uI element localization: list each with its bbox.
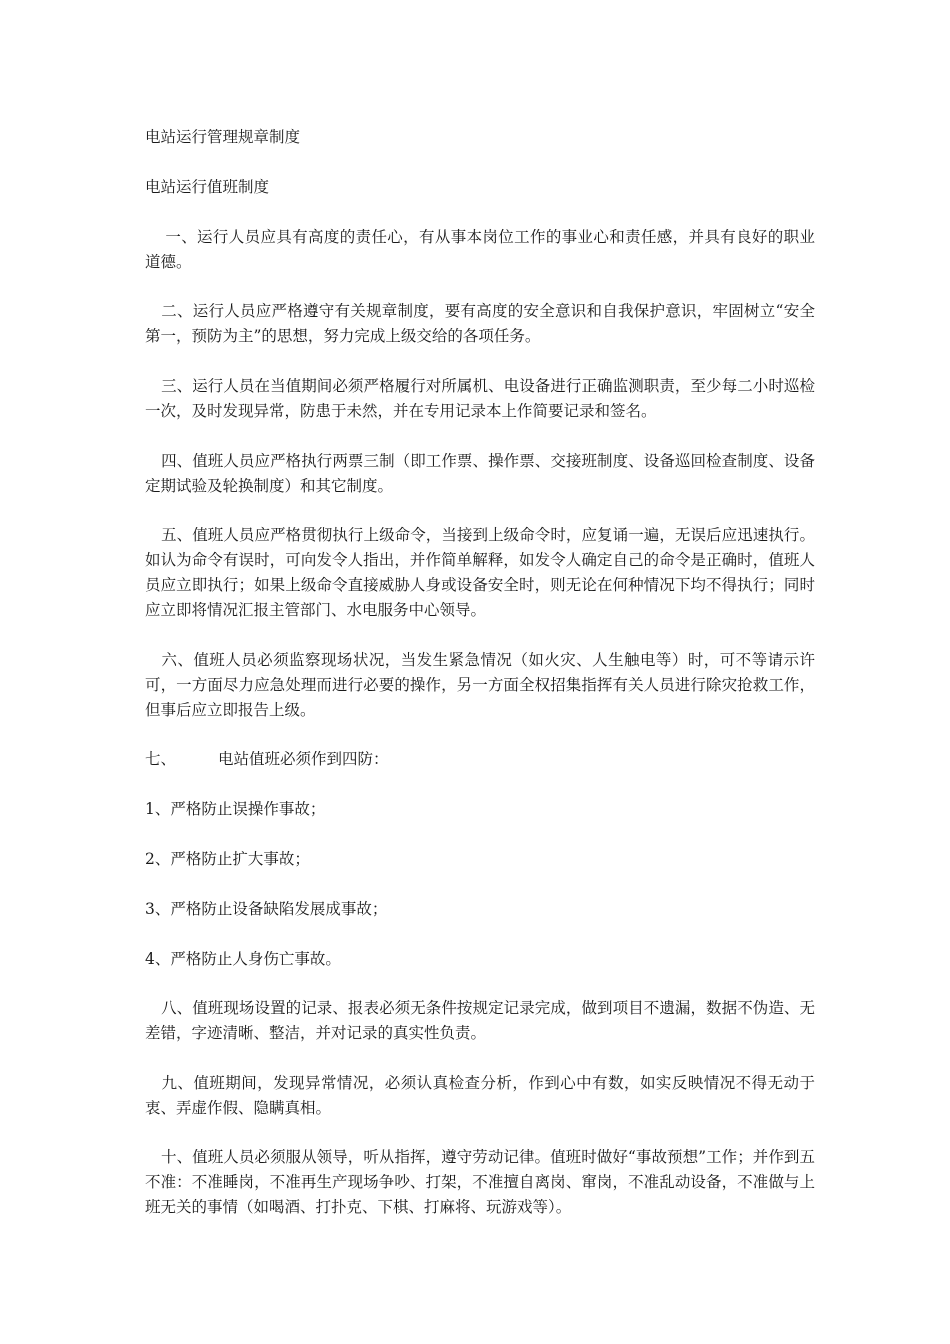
paragraph-6 (145, 648, 815, 723)
item-7-number: 七、 (145, 750, 177, 768)
list-item: 3、严格防止设备缺陷发展成事故； (145, 900, 388, 918)
list-item: 1、严格防止误操作事故； (145, 800, 326, 818)
document-subtitle: 电站运行值班制度 (145, 178, 270, 196)
item-7-text: 电站值班必须作到四防： (218, 750, 389, 768)
paragraph-10 (145, 1145, 815, 1220)
paragraph-4 (145, 449, 815, 499)
list-item: 2、严格防止扩大事故； (145, 850, 310, 868)
document-title: 电站运行管理规章制度 (145, 128, 301, 146)
paragraph-1 (145, 225, 815, 275)
paragraph-9 (145, 1071, 815, 1121)
paragraph-2-text: 二、运行人员应严格遵守有关规章制度，要有高度的安全意识和自我保护意识，牢固树立“安全第一，预防为主”的思想，努力完成上级交给的各项任务。 (145, 302, 815, 345)
paragraph-9-text: 九、值班期间，发现异常情况，必须认真检查分析，作到心中有数，如实反映情况不得无动于衷、弄虚作假、隐瞒真相。 (145, 1074, 815, 1117)
item-7 (145, 746, 815, 772)
paragraph-8-text: 八、值班现场设置的记录、报表必须无条件按规定记录完成，做到项目不遗漏，数据不伪造、无差错，字迹清晰、整洁，并对记录的真实性负责。 (145, 999, 815, 1042)
paragraph-2 (145, 299, 815, 349)
paragraph-4-text: 四、值班人员应严格执行两票三制（即工作票、操作票、交接班制度、设备巡回检查制度、设备定期试验及轮换制度）和其它制度。 (145, 452, 815, 495)
paragraph-3-text: 三、运行人员在当值期间必须严格履行对所属机、电设备进行正确监测职责，至少每二小时巡检一次，及时发现异常，防患于未然，并在专用记录本上作简要记录和签名。 (145, 377, 815, 420)
paragraph-3 (145, 374, 815, 424)
paragraph-10-text: 十、值班人员必须服从领导，听从指挥，遵守劳动记律。值班时做好“事故预想”工作；并作到五不准：不准睡岗，不准再生产现场争吵、打架，不准擅自离岗、窜岗，不准乱动设备，不准做与上班无关的事情（如喝酒、打扑克、下棋、打麻将、玩游戏等）。 (145, 1148, 815, 1216)
paragraph-5-text: 五、值班人员应严格贯彻执行上级命令，当接到上级命令时，应复诵一遍，无误后应迅速执行。如认为命令有误时，可向发令人指出，并作简单解释，如发令人确定自己的命令是正确时，值班人员应立即执行；如果上级命令直接威胁人身或设备安全时，则无论在何种情况下均不得执行；同时应立即将情况汇报主管部门、水电服务中心领导。 (145, 526, 815, 619)
paragraph-1-text: 一、运行人员应具有高度的责任心，有从事本岗位工作的事业心和责任感，并具有良好的职业道德。 (145, 228, 815, 271)
list-item: 4、严格防止人身伤亡事故。 (145, 950, 341, 968)
paragraph-5 (145, 523, 815, 623)
paragraph-8 (145, 996, 815, 1046)
paragraph-6-text: 六、值班人员必须监察现场状况，当发生紧急情况（如火灾、人生触电等）时，可不等请示许可，一方面尽力应急处理而进行必要的操作，另一方面全权招集指挥有关人员进行除灾抢救工作，但事后应立即报告上级。 (145, 651, 815, 719)
